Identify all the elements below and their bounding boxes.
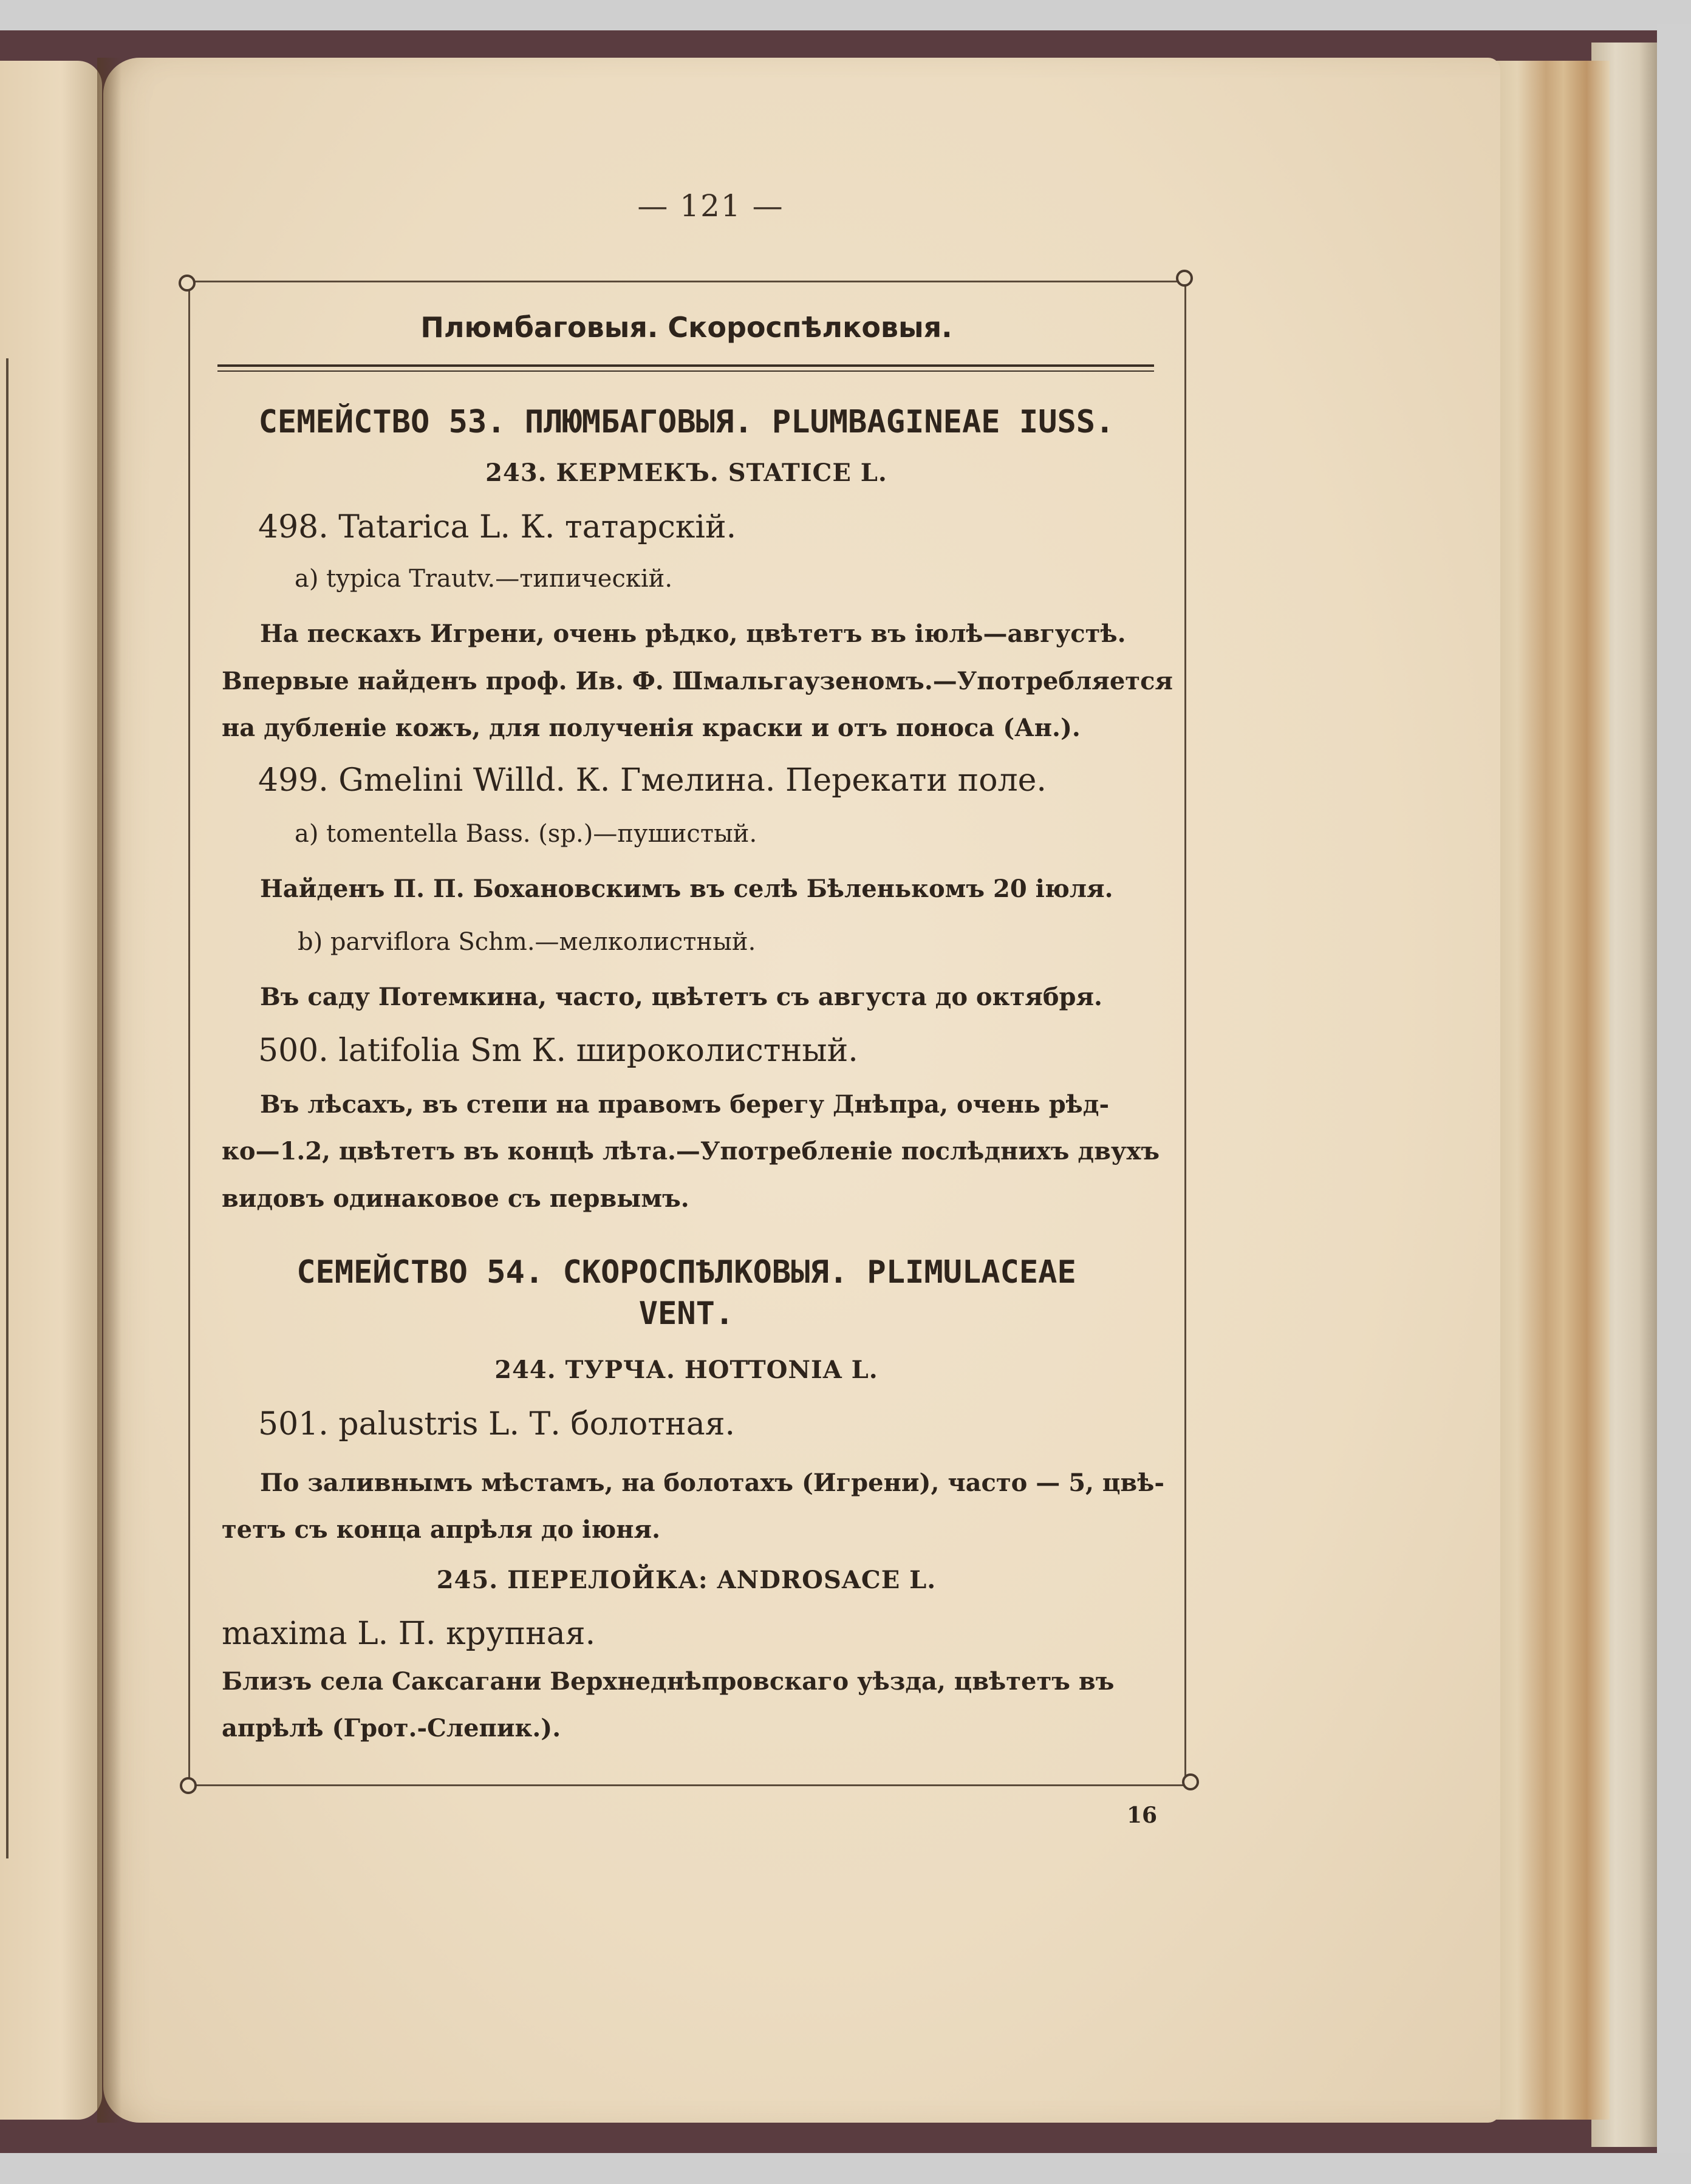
frame-bottom-rule: [182, 1784, 1197, 1786]
frame-corner-ornament-icon: [179, 275, 196, 292]
scan-background-bottom: [0, 2153, 1691, 2184]
species-entry: 498. Tatarica L. К. татарскій.: [258, 509, 737, 545]
body-text-line: тетъ съ конца апрѣля до іюня.: [222, 1515, 661, 1544]
frame-corner-ornament-icon: [1176, 270, 1193, 287]
running-head-rule: [217, 370, 1154, 372]
species-entry: 500. latifolia Sm К. широколистный.: [258, 1032, 858, 1069]
variety-entry: b) parviflora Schm.—мелколистный.: [298, 928, 756, 956]
body-text-line: видовъ одинаковое съ первымъ.: [222, 1184, 689, 1213]
running-head-rule: [217, 364, 1154, 367]
family-heading: СЕМЕЙСТВО 54. СКОРОСПѢЛКОВЫЯ. PLIMULACEAE: [296, 1254, 1076, 1291]
body-text-line: ко—1.2, цвѣтетъ въ концѣ лѣта.—Употребленіе послѣднихъ двухъ: [222, 1137, 1160, 1165]
variety-entry: a) tomentella Bass. (sp.)—пушистый.: [295, 820, 757, 848]
body-text-line: на дубленіе кожъ, для полученія краски и отъ поноса (Ан.).: [222, 714, 1081, 742]
frame-corner-ornament-icon: [1182, 1773, 1199, 1790]
species-entry: 501. palustris L. Т. болотная.: [258, 1406, 736, 1442]
frame-left-rule: [188, 281, 190, 1784]
scan-background-right: [1657, 24, 1691, 2156]
family-heading-continuation: VENT.: [638, 1295, 734, 1332]
body-text-line: апрѣлѣ (Грот.-Слепик.).: [222, 1714, 561, 1742]
frame-top-rule: [182, 281, 1191, 282]
running-head: Плюмбаговыя. Скороспѣлковыя.: [420, 311, 952, 344]
family-heading: СЕМЕЙСТВО 53. ПЛЮМБАГОВЫЯ. PLUMBAGINEAE IUSS.: [258, 404, 1115, 440]
frame-corner-ornament-icon: [180, 1777, 197, 1794]
body-text-line: На пескахъ Игрени, очень рѣдко, цвѣтетъ въ іюлѣ—августѣ.: [260, 619, 1126, 648]
species-entry: 499. Gmelini Willd. К. Гмелина. Перекати поле.: [258, 762, 1047, 799]
variety-entry: a) typica Trautv.—типическій.: [295, 565, 673, 593]
body-text-line: Въ лѣсахъ, въ степи на правомъ берегу Днѣпра, очень рѣд-: [260, 1090, 1110, 1119]
body-text-line: Найденъ П. П. Бохановскимъ въ селѣ Бѣленькомъ 20 іюля.: [260, 875, 1113, 903]
genus-heading: 244. ТУРЧА. HOTTONIA L.: [494, 1356, 878, 1384]
scan-background-top: [0, 0, 1691, 33]
gutter-shadow: [97, 58, 121, 2123]
body-text-line: Впервые найденъ проф. Ив. Ф. Шмальгаузеномъ.—Употребляется: [222, 667, 1173, 695]
genus-heading: 243. КЕРМЕКЪ. STATICE L.: [485, 459, 887, 487]
left-page-rule: [6, 358, 9, 1858]
page-stack-edges: [1494, 61, 1610, 2120]
left-page-sliver: [0, 61, 102, 2120]
body-text-line: Въ саду Потемкина, часто, цвѣтетъ съ августа до октября.: [260, 983, 1102, 1011]
species-entry: maxima L. П. крупная.: [222, 1616, 596, 1652]
body-text-line: По заливнымъ мѣстамъ, на болотахъ (Игрени), часто — 5, цвѣ-: [260, 1469, 1164, 1497]
sheet-signature: 16: [1126, 1803, 1158, 1828]
body-text-line: Близъ села Саксагани Верхнеднѣпровскаго уѣзда, цвѣтетъ въ: [222, 1667, 1115, 1696]
genus-heading: 245. ПЕРЕЛОЙКА: ANDROSACE L.: [436, 1566, 937, 1594]
page-number: — 121 —: [637, 188, 784, 224]
frame-right-rule: [1184, 281, 1186, 1784]
